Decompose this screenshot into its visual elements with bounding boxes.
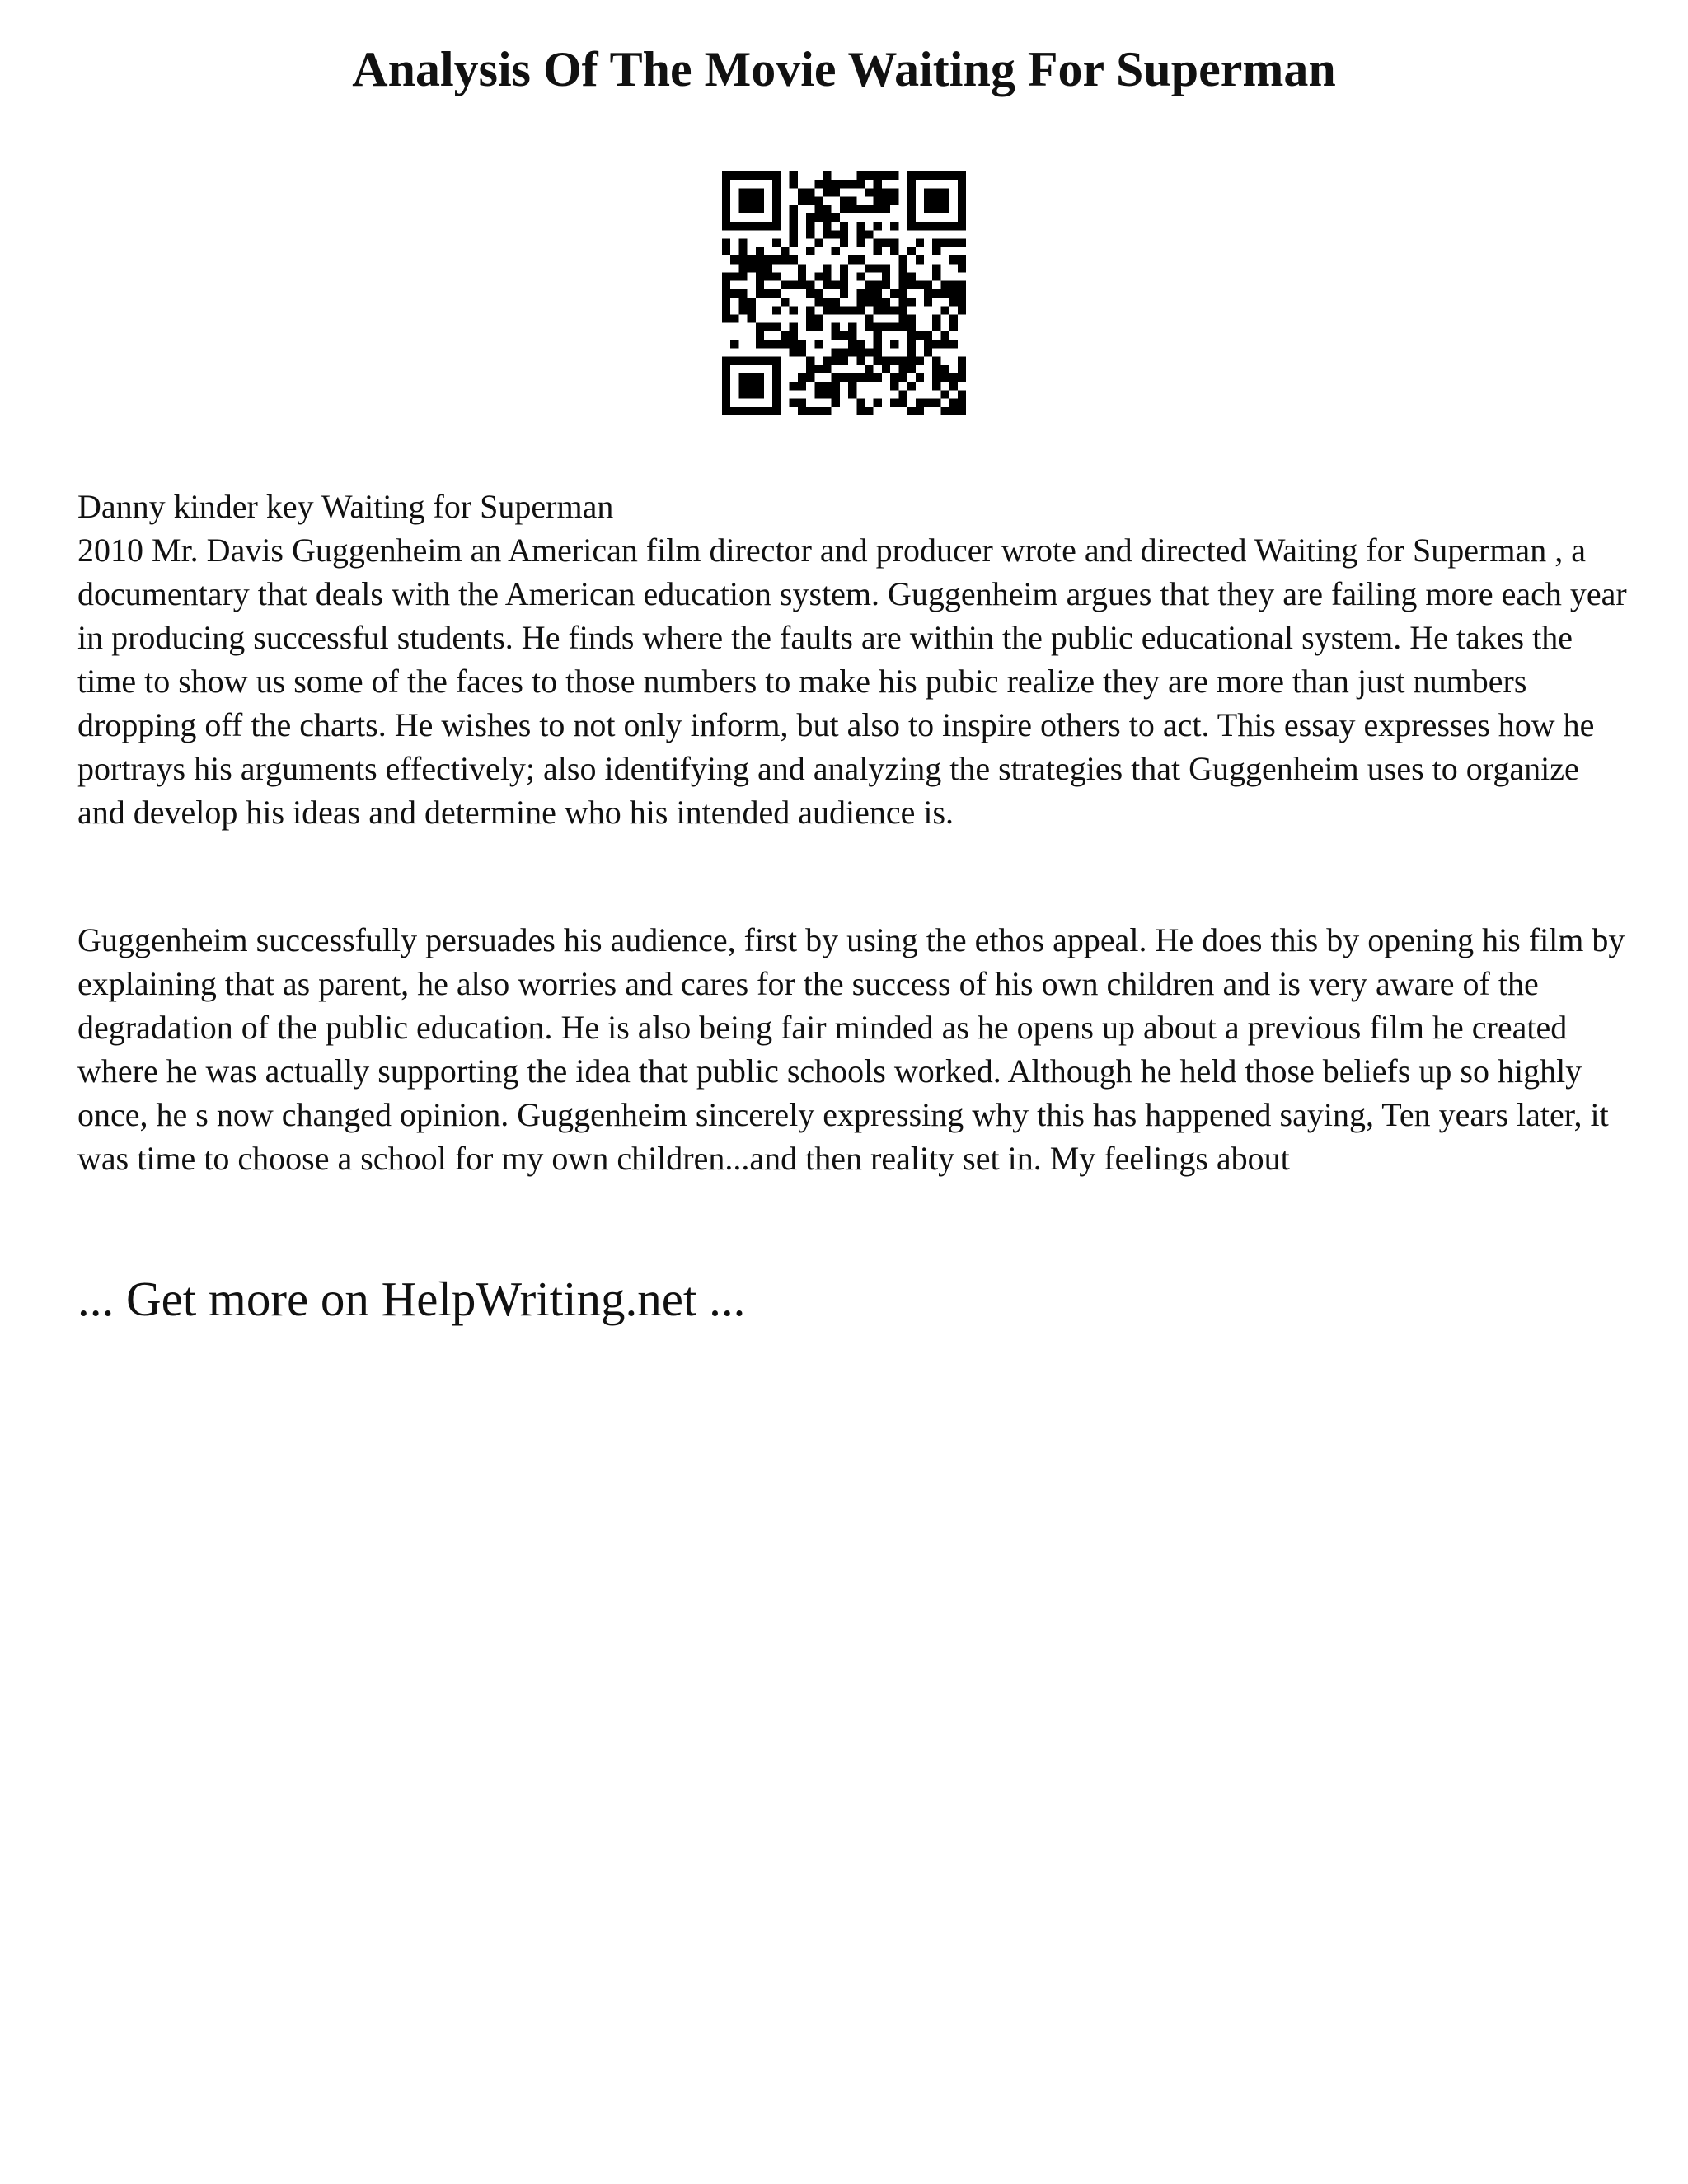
body-paragraph-1: 2010 Mr. Davis Guggenheim an American film director and producer wrote and directed Waiting for Superman , a documentary that deals with the American education system. Guggenheim argues that they are failing more each year in producing successful students. He finds where the faults are within the public educational system. He takes the time to show us some of the faces to those numbers to make his pubic realize they are more than just numbers dropping off the charts. He wishes to not only inform, but also to inspire others to act. This essay expresses how he portrays his arguments effectively; also identifying and analyzing the strategies that Guggenheim uses to organize and develop his ideas and determine who his intended audience is. — [77, 532, 1627, 831]
get-more-link[interactable]: ... Get more on HelpWriting.net ... — [77, 1272, 746, 1326]
body-paragraph-2: Guggenheim successfully persuades his audience, first by using the ethos appeal. He does this by opening his film by explaining that as parent, he also worries and cares for the success of his own children and is very aware of the degradation of the public education. He is also being fair minded as he opens up about a previous film he created where he was actually supporting the idea that public schools worked. Although he held those beliefs up so highly once, he s now changed opinion. Guggenheim sincerely expressing why this has happened saying, Ten years later, it was time to choose a school for my own children...and then reality set in. My feelings about — [77, 921, 1625, 1177]
qr-code-icon — [722, 171, 966, 415]
page-title: Analysis Of The Movie Waiting For Superman — [352, 42, 1336, 96]
intro-line: Danny kinder key Waiting for Superman — [77, 488, 614, 525]
